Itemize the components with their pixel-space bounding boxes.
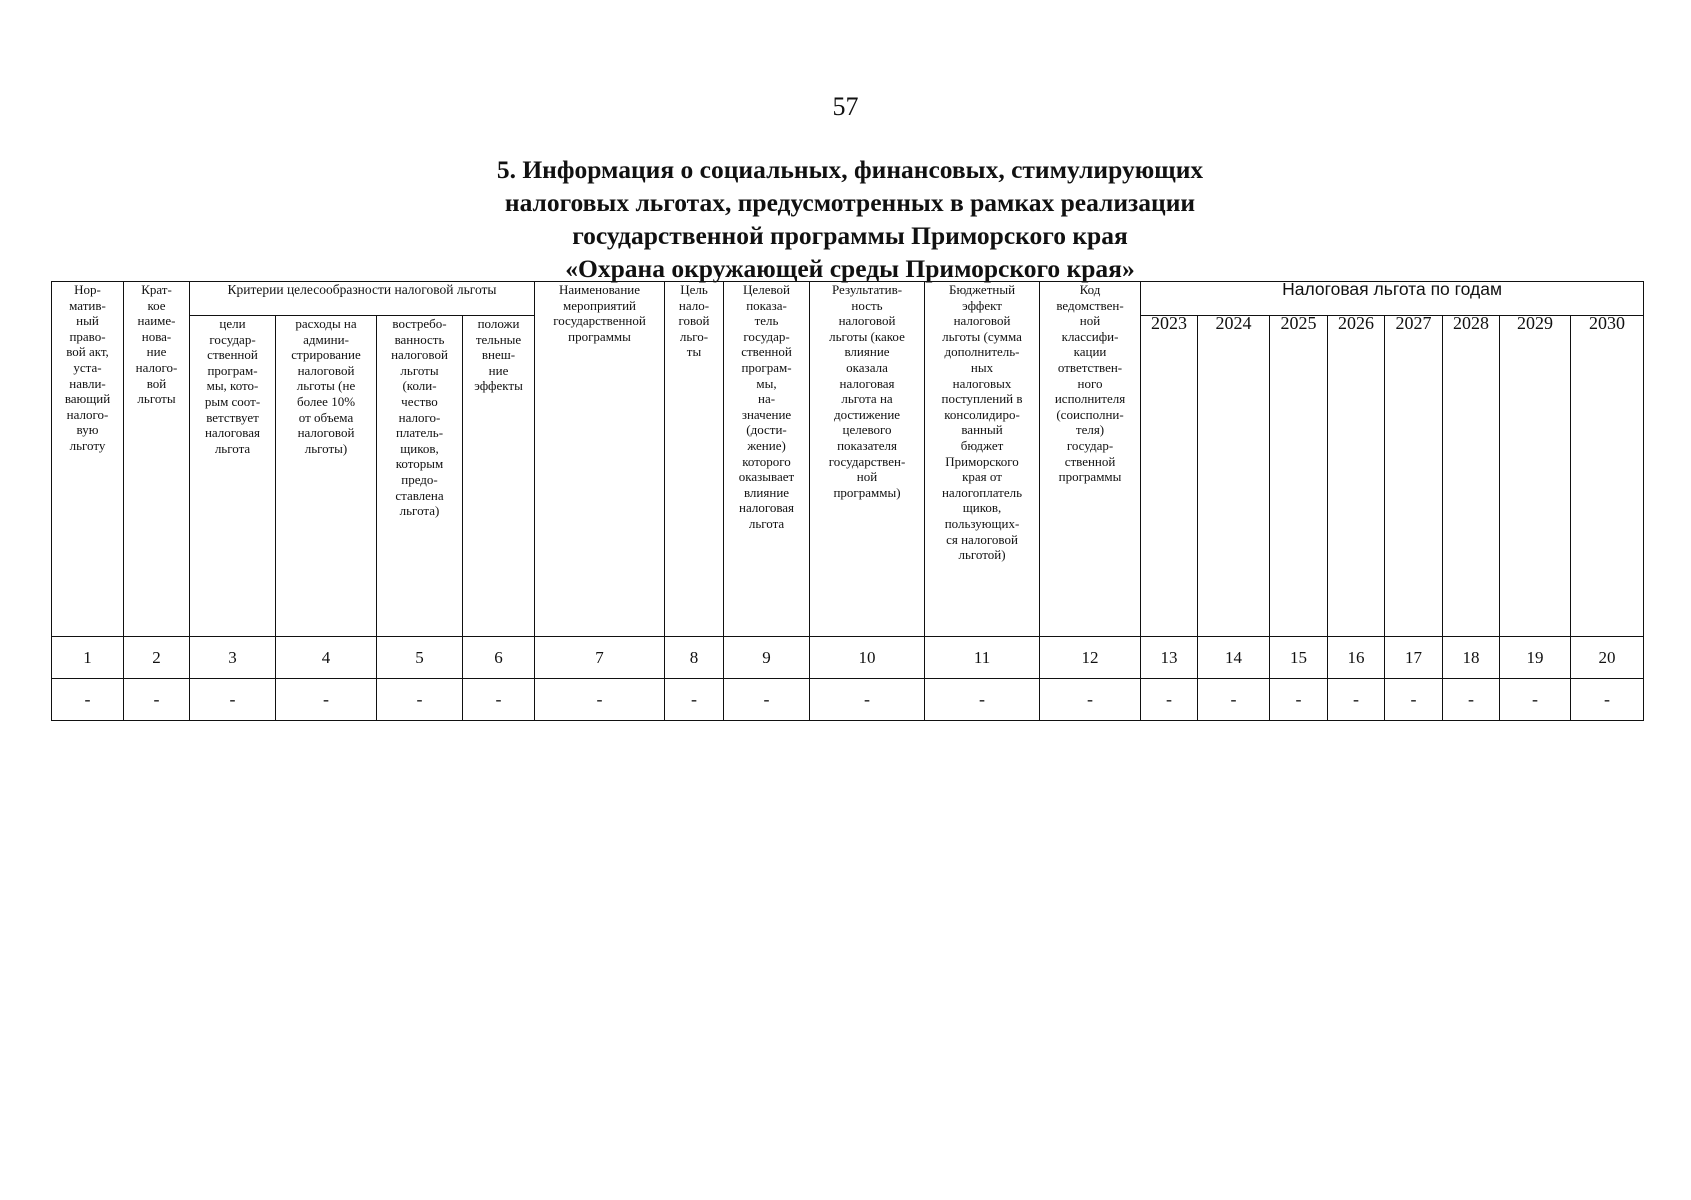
header-year: 2023 bbox=[1141, 316, 1198, 637]
data-cell: - bbox=[276, 679, 377, 721]
header-criteria-group: Критерии целесообразности налоговой льготы bbox=[190, 282, 535, 316]
header-normative-act: Нор- матив- ный право- вой акт, уста- навли- вающий налого- вую льготу bbox=[52, 282, 124, 637]
header-short-name: Крат- кое наиме- нова- ние налого- вой льготы bbox=[124, 282, 190, 637]
title-line: налоговых льготах, предусмотренных в рамках реализации bbox=[504, 188, 1196, 217]
title-line: 5. Информация о социальных, финансовых, стимулирующих bbox=[496, 155, 1204, 184]
column-number-cell: 9 bbox=[724, 637, 810, 679]
data-cell: - bbox=[1500, 679, 1571, 721]
header-year: 2027 bbox=[1385, 316, 1443, 637]
header-admin-costs: расходы на админи- стрирование налоговой льготы (не более 10% от объема налоговой льготы) bbox=[276, 316, 377, 637]
data-cell: - bbox=[810, 679, 925, 721]
column-number-cell: 11 bbox=[925, 637, 1040, 679]
column-number-cell: 2 bbox=[124, 637, 190, 679]
header-year: 2026 bbox=[1328, 316, 1385, 637]
column-number-cell: 20 bbox=[1571, 637, 1644, 679]
data-cell: - bbox=[52, 679, 124, 721]
column-number-cell: 7 bbox=[535, 637, 665, 679]
header-row-top bbox=[52, 282, 1644, 316]
header-year: 2028 bbox=[1443, 316, 1500, 637]
title-line: государственной программы Приморского края bbox=[572, 221, 1128, 250]
data-cell: - bbox=[925, 679, 1040, 721]
data-row bbox=[52, 679, 1644, 721]
column-number-cell: 1 bbox=[52, 637, 124, 679]
header-effectiveness: Результатив- ность налоговой льготы (какое влияние оказала налоговая льгота на достижение целевого показателя государствен- ной программы) bbox=[810, 282, 925, 637]
column-number-cell: 19 bbox=[1500, 637, 1571, 679]
column-number-cell: 12 bbox=[1040, 637, 1141, 679]
data-cell: - bbox=[724, 679, 810, 721]
page-number: 57 bbox=[832, 92, 859, 121]
header-budget-effect: Бюджетный эффект налоговой льготы (сумма дополнитель- ных налоговых поступлений в консолидиро- ванный бюджет Приморского края от налогоплатель щиков, пользующих- ся налоговой льготой) bbox=[925, 282, 1040, 637]
column-number-cell: 10 bbox=[810, 637, 925, 679]
data-cell: - bbox=[1443, 679, 1500, 721]
header-external-effects: положи тельные внеш- ние эффекты bbox=[463, 316, 535, 637]
header-program-goals: цели государ- ственной програм- мы, кото- рым соот- ветствует налоговая льгота bbox=[190, 316, 276, 637]
data-cell: - bbox=[124, 679, 190, 721]
header-years-group: Налоговая льгота по годам bbox=[1141, 282, 1644, 316]
column-number-cell: 17 bbox=[1385, 637, 1443, 679]
data-cell: - bbox=[1040, 679, 1141, 721]
document-title bbox=[240, 153, 1460, 285]
data-cell: - bbox=[463, 679, 535, 721]
header-year: 2025 bbox=[1270, 316, 1328, 637]
column-number-row bbox=[52, 637, 1644, 679]
column-number-cell: 16 bbox=[1328, 637, 1385, 679]
data-cell: - bbox=[1571, 679, 1644, 721]
header-department-code: Код ведомствен- ной классифи- кации ответствен- ного исполнителя (соисполни- теля) государ- ственной программы bbox=[1040, 282, 1141, 637]
data-cell: - bbox=[535, 679, 665, 721]
column-number-cell: 5 bbox=[377, 637, 463, 679]
column-number-cell: 6 bbox=[463, 637, 535, 679]
header-year: 2024 bbox=[1198, 316, 1270, 637]
column-number-cell: 4 bbox=[276, 637, 377, 679]
header-target-indicator: Целевой показа- тель государ- ственной програм- мы, на- значение (дости- жение) которого оказывает влияние налоговая льгота bbox=[724, 282, 810, 637]
data-cell: - bbox=[1270, 679, 1328, 721]
header-demand: востребо- ванность налоговой льготы (коли- чество налого- платель- щиков, которым предо- ставлена льгота) bbox=[377, 316, 463, 637]
data-cell: - bbox=[190, 679, 276, 721]
data-cell: - bbox=[665, 679, 724, 721]
title-line: «Охрана окружающей среды Приморского края» bbox=[565, 254, 1135, 283]
data-cell: - bbox=[1385, 679, 1443, 721]
data-cell: - bbox=[1328, 679, 1385, 721]
header-benefit-goal: Цель нало- говой льго- ты bbox=[665, 282, 724, 637]
header-year: 2030 bbox=[1571, 316, 1644, 637]
data-cell: - bbox=[377, 679, 463, 721]
column-number-cell: 15 bbox=[1270, 637, 1328, 679]
header-year: 2029 bbox=[1500, 316, 1571, 637]
tax-benefit-table bbox=[51, 281, 1644, 721]
column-number-cell: 14 bbox=[1198, 637, 1270, 679]
column-number-cell: 13 bbox=[1141, 637, 1198, 679]
data-cell: - bbox=[1141, 679, 1198, 721]
column-number-cell: 18 bbox=[1443, 637, 1500, 679]
column-number-cell: 3 bbox=[190, 637, 276, 679]
data-cell: - bbox=[1198, 679, 1270, 721]
header-program-activities: Наименование мероприятий государственной программы bbox=[535, 282, 665, 637]
column-number-cell: 8 bbox=[665, 637, 724, 679]
